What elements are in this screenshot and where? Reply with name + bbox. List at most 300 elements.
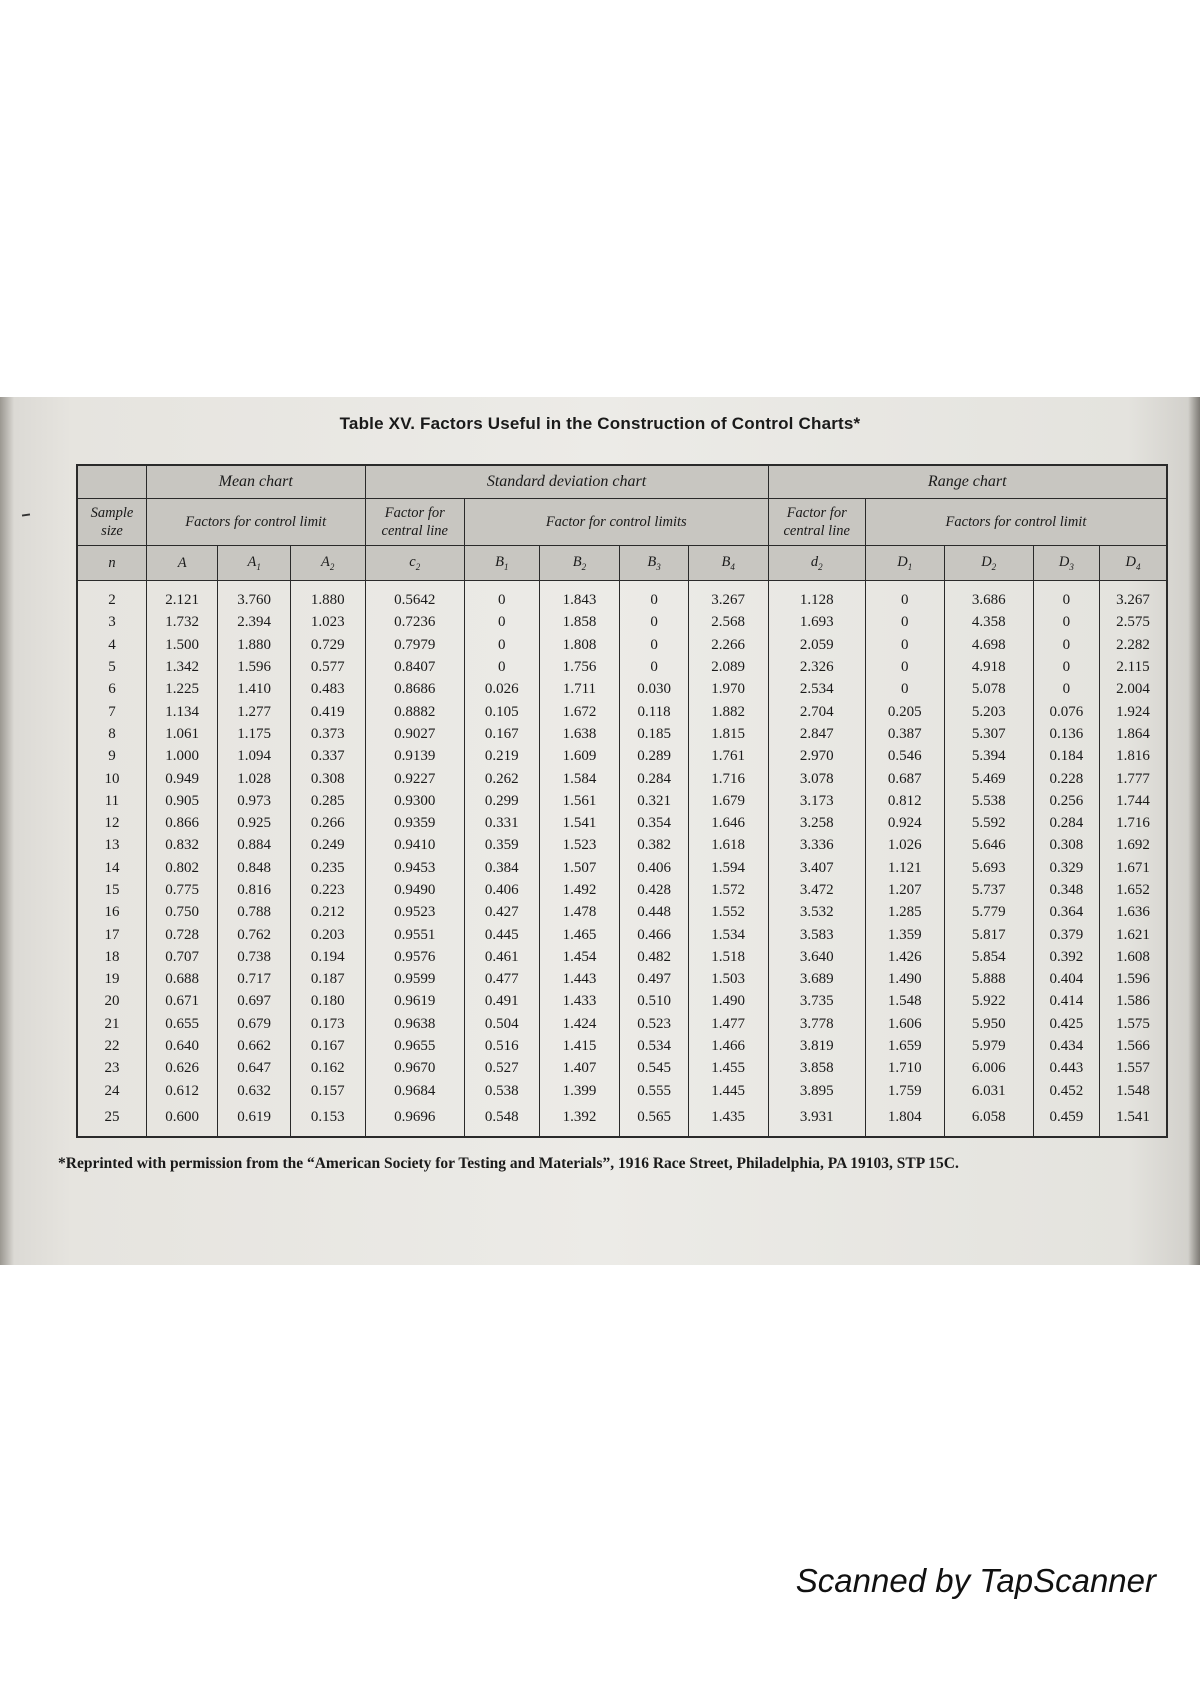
factor-cell: 2.059 bbox=[768, 634, 865, 656]
factor-cell: 0 bbox=[620, 611, 688, 633]
factor-cell: 0.688 bbox=[146, 968, 217, 990]
sd-chart-header: Standard deviation chart bbox=[365, 465, 768, 499]
factor-cell: 0 bbox=[620, 634, 688, 656]
factor-cell: 1.534 bbox=[688, 923, 768, 945]
column-symbol-d2 bbox=[768, 546, 865, 581]
factor-cell: 1.557 bbox=[1100, 1057, 1167, 1079]
factor-cell: 0.7236 bbox=[365, 611, 464, 633]
factor-cell: 1.608 bbox=[1100, 946, 1167, 968]
factor-cell: 1.455 bbox=[688, 1057, 768, 1079]
table-row bbox=[77, 700, 1167, 722]
sample-size-cell: 23 bbox=[77, 1057, 146, 1079]
sample-size-cell: 20 bbox=[77, 990, 146, 1012]
table-row bbox=[77, 1102, 1167, 1137]
factor-cell: 0.9453 bbox=[365, 857, 464, 879]
factor-cell: 1.652 bbox=[1100, 879, 1167, 901]
factor-cell: 5.779 bbox=[944, 901, 1033, 923]
footnote: *Reprinted with permission from the “American Society for Testing and Materials”, 1916 Race Street, Philadelphia, PA 19103, STP 15C. bbox=[58, 1155, 959, 1172]
factor-cell: 1.584 bbox=[539, 767, 620, 789]
factor-cell: 0 bbox=[1033, 634, 1099, 656]
factor-cell: 0.728 bbox=[146, 923, 217, 945]
factor-cell: 0.321 bbox=[620, 790, 688, 812]
factor-cell: 3.858 bbox=[768, 1057, 865, 1079]
factor-cell: 3.407 bbox=[768, 857, 865, 879]
factor-cell: 3.472 bbox=[768, 879, 865, 901]
factor-cell: 1.277 bbox=[218, 700, 291, 722]
table-row bbox=[77, 581, 1167, 612]
column-symbol-b2 bbox=[539, 546, 620, 581]
factor-cell: 0.406 bbox=[464, 879, 539, 901]
factor-cell: 1.445 bbox=[688, 1080, 768, 1102]
symbol-base: B bbox=[647, 554, 657, 571]
factor-cell: 0.249 bbox=[290, 834, 365, 856]
sample-size-cell: 2 bbox=[77, 581, 146, 612]
symbol-base: A bbox=[177, 554, 187, 571]
factor-cell: 1.924 bbox=[1100, 700, 1167, 722]
factor-cell: 1.465 bbox=[539, 923, 620, 945]
factor-cell: 3.931 bbox=[768, 1102, 865, 1137]
column-symbol-d3 bbox=[1033, 546, 1099, 581]
symbol-subscript: 1 bbox=[907, 561, 913, 572]
factor-cell: 1.500 bbox=[146, 634, 217, 656]
factor-cell: 5.817 bbox=[944, 923, 1033, 945]
factor-cell: 1.594 bbox=[688, 857, 768, 879]
factor-cell: 0.9638 bbox=[365, 1013, 464, 1035]
factor-cell: 1.028 bbox=[218, 767, 291, 789]
factor-cell: 1.503 bbox=[688, 968, 768, 990]
factor-cell: 0.697 bbox=[218, 990, 291, 1012]
factor-cell: 1.415 bbox=[539, 1035, 620, 1057]
factor-cell: 0.205 bbox=[865, 700, 944, 722]
factor-cell: 0.354 bbox=[620, 812, 688, 834]
factor-cell: 0.477 bbox=[464, 968, 539, 990]
factor-cell: 6.006 bbox=[944, 1057, 1033, 1079]
factor-cell: 0.167 bbox=[464, 723, 539, 745]
sample-size-cell: 17 bbox=[77, 923, 146, 945]
factor-cell: 3.336 bbox=[768, 834, 865, 856]
table-row bbox=[77, 923, 1167, 945]
factor-cell: 0 bbox=[464, 656, 539, 678]
factor-cell: 1.759 bbox=[865, 1080, 944, 1102]
factor-cell: 0.184 bbox=[1033, 745, 1099, 767]
table-row bbox=[77, 834, 1167, 856]
sample-size-cell: 13 bbox=[77, 834, 146, 856]
factor-cell: 0.504 bbox=[464, 1013, 539, 1035]
factor-cell: 0.788 bbox=[218, 901, 291, 923]
factor-cell: 0.167 bbox=[290, 1035, 365, 1057]
factor-cell: 3.532 bbox=[768, 901, 865, 923]
factor-cell: 1.426 bbox=[865, 946, 944, 968]
factor-cell: 3.267 bbox=[688, 581, 768, 612]
factor-cell: 1.671 bbox=[1100, 857, 1167, 879]
column-symbol-a bbox=[146, 546, 217, 581]
factor-cell: 0.308 bbox=[290, 767, 365, 789]
factor-cell: 0.382 bbox=[620, 834, 688, 856]
factor-cell: 0.626 bbox=[146, 1057, 217, 1079]
factor-cell: 1.023 bbox=[290, 611, 365, 633]
factor-cell: 1.443 bbox=[539, 968, 620, 990]
sample-size-cell: 19 bbox=[77, 968, 146, 990]
factor-cell: 1.478 bbox=[539, 901, 620, 923]
factor-cell: 0.308 bbox=[1033, 834, 1099, 856]
symbol-subscript: 1 bbox=[256, 561, 261, 572]
group-header-row bbox=[77, 465, 1167, 499]
symbol-base: n bbox=[108, 554, 116, 571]
column-symbol-d4 bbox=[1100, 546, 1167, 581]
factor-cell: 0 bbox=[464, 611, 539, 633]
factor-cell: 1.175 bbox=[218, 723, 291, 745]
factor-cell: 0.153 bbox=[290, 1102, 365, 1137]
factor-cell: 2.534 bbox=[768, 678, 865, 700]
factor-cell: 1.523 bbox=[539, 834, 620, 856]
factor-cell: 1.606 bbox=[865, 1013, 944, 1035]
factor-cell: 0.9599 bbox=[365, 968, 464, 990]
factor-cell: 2.568 bbox=[688, 611, 768, 633]
factor-cell: 0.8686 bbox=[365, 678, 464, 700]
factor-cell: 0.157 bbox=[290, 1080, 365, 1102]
factor-cell: 0.866 bbox=[146, 812, 217, 834]
factor-cell: 2.575 bbox=[1100, 611, 1167, 633]
factor-cell: 0 bbox=[464, 581, 539, 612]
factor-cell: 0.136 bbox=[1033, 723, 1099, 745]
symbol-subscript: 2 bbox=[415, 561, 421, 572]
factor-cell: 2.326 bbox=[768, 656, 865, 678]
factor-cell: 1.710 bbox=[865, 1057, 944, 1079]
factor-cell: 0.545 bbox=[620, 1057, 688, 1079]
factor-cell: 3.760 bbox=[218, 581, 291, 612]
factor-cell: 0.9670 bbox=[365, 1057, 464, 1079]
table-row bbox=[77, 946, 1167, 968]
factor-cell: 1.518 bbox=[688, 946, 768, 968]
scanner-watermark: Scanned by TapScanner bbox=[795, 1562, 1156, 1599]
factor-cell: 0.9227 bbox=[365, 767, 464, 789]
factor-cell: 1.646 bbox=[688, 812, 768, 834]
factor-cell: 2.847 bbox=[768, 723, 865, 745]
sample-size-cell: 18 bbox=[77, 946, 146, 968]
factor-cell: 1.572 bbox=[688, 879, 768, 901]
factor-cell: 1.466 bbox=[688, 1035, 768, 1057]
sample-size-cell: 7 bbox=[77, 700, 146, 722]
factor-cell: 0.973 bbox=[218, 790, 291, 812]
factor-cell: 1.410 bbox=[218, 678, 291, 700]
symbol-subscript: 4 bbox=[730, 561, 735, 572]
factor-cell: 0 bbox=[1033, 678, 1099, 700]
column-symbol-d1 bbox=[865, 546, 944, 581]
factor-cell: 2.089 bbox=[688, 656, 768, 678]
scan-shadow-left bbox=[0, 397, 14, 1265]
factor-cell: 3.895 bbox=[768, 1080, 865, 1102]
sample-size-cell: 9 bbox=[77, 745, 146, 767]
margin-mark bbox=[22, 513, 30, 516]
factor-cell: 3.267 bbox=[1100, 581, 1167, 612]
factor-cell: 0.235 bbox=[290, 857, 365, 879]
factor-cell: 1.609 bbox=[539, 745, 620, 767]
factor-cell: 1.000 bbox=[146, 745, 217, 767]
factor-cell: 3.819 bbox=[768, 1035, 865, 1057]
table-row bbox=[77, 656, 1167, 678]
factor-cell: 0.565 bbox=[620, 1102, 688, 1137]
symbol-base: D bbox=[1125, 554, 1136, 571]
table-row bbox=[77, 790, 1167, 812]
factor-cell: 1.816 bbox=[1100, 745, 1167, 767]
factor-cell: 1.121 bbox=[865, 857, 944, 879]
symbol-base: D bbox=[897, 554, 908, 571]
factor-cell: 1.808 bbox=[539, 634, 620, 656]
scan-shadow-right bbox=[1188, 397, 1200, 1265]
factor-cell: 1.880 bbox=[218, 634, 291, 656]
factor-cell: 0.816 bbox=[218, 879, 291, 901]
factor-cell: 0.348 bbox=[1033, 879, 1099, 901]
factor-cell: 0.105 bbox=[464, 700, 539, 722]
factor-cell: 0.647 bbox=[218, 1057, 291, 1079]
factor-cell: 0.619 bbox=[218, 1102, 291, 1137]
factor-cell: 1.586 bbox=[1100, 990, 1167, 1012]
factor-cell: 0.443 bbox=[1033, 1057, 1099, 1079]
factor-cell: 0.523 bbox=[620, 1013, 688, 1035]
factor-cell: 0.8407 bbox=[365, 656, 464, 678]
factor-cell: 1.477 bbox=[688, 1013, 768, 1035]
factor-cell: 1.970 bbox=[688, 678, 768, 700]
factor-cell: 0.577 bbox=[290, 656, 365, 678]
factor-cell: 0.9139 bbox=[365, 745, 464, 767]
control-chart-factors-table bbox=[76, 464, 1168, 1138]
factor-cell: 0.7979 bbox=[365, 634, 464, 656]
factor-cell: 1.864 bbox=[1100, 723, 1167, 745]
factor-cell: 1.638 bbox=[539, 723, 620, 745]
factor-cell: 0.729 bbox=[290, 634, 365, 656]
factor-cell: 1.541 bbox=[539, 812, 620, 834]
factor-cell: 0.9576 bbox=[365, 946, 464, 968]
factor-cell: 0.9490 bbox=[365, 879, 464, 901]
factor-cell: 0.832 bbox=[146, 834, 217, 856]
factor-cell: 0.600 bbox=[146, 1102, 217, 1137]
factor-cell: 0.256 bbox=[1033, 790, 1099, 812]
factor-cell: 1.128 bbox=[768, 581, 865, 612]
factor-cell: 1.858 bbox=[539, 611, 620, 633]
factor-cell: 0.434 bbox=[1033, 1035, 1099, 1057]
factor-cell: 0.555 bbox=[620, 1080, 688, 1102]
factor-cell: 0.884 bbox=[218, 834, 291, 856]
factor-cell: 0.9359 bbox=[365, 812, 464, 834]
factor-cell: 1.561 bbox=[539, 790, 620, 812]
factor-cell: 0.452 bbox=[1033, 1080, 1099, 1102]
factor-cell: 5.078 bbox=[944, 678, 1033, 700]
factor-cell: 5.646 bbox=[944, 834, 1033, 856]
factor-cell: 0.219 bbox=[464, 745, 539, 767]
factor-cell: 0.9619 bbox=[365, 990, 464, 1012]
sample-size-cell: 16 bbox=[77, 901, 146, 923]
symbol-subscript: 3 bbox=[656, 561, 661, 572]
factor-cell: 2.121 bbox=[146, 581, 217, 612]
factor-cell: 0 bbox=[464, 634, 539, 656]
factor-cell: 0 bbox=[865, 634, 944, 656]
table-row bbox=[77, 1080, 1167, 1102]
factor-cell: 1.541 bbox=[1100, 1102, 1167, 1137]
factor-cell: 0.8882 bbox=[365, 700, 464, 722]
factor-cell: 0.662 bbox=[218, 1035, 291, 1057]
symbol-base: D bbox=[1058, 554, 1070, 571]
factor-cell: 1.359 bbox=[865, 923, 944, 945]
factor-cell: 0.299 bbox=[464, 790, 539, 812]
factor-cell: 4.918 bbox=[944, 656, 1033, 678]
factor-cell: 0.640 bbox=[146, 1035, 217, 1057]
factor-cell: 1.711 bbox=[539, 678, 620, 700]
factor-cell: 1.207 bbox=[865, 879, 944, 901]
factor-cell: 0.612 bbox=[146, 1080, 217, 1102]
table-row bbox=[77, 901, 1167, 923]
factor-cell: 5.307 bbox=[944, 723, 1033, 745]
factor-cell: 0 bbox=[620, 581, 688, 612]
factor-cell: 1.882 bbox=[688, 700, 768, 722]
factor-cell: 5.394 bbox=[944, 745, 1033, 767]
factor-cell: 3.686 bbox=[944, 581, 1033, 612]
sample-size-cell: 14 bbox=[77, 857, 146, 879]
factor-cell: 0.384 bbox=[464, 857, 539, 879]
symbol-base: A bbox=[321, 554, 330, 571]
factor-cell: 2.282 bbox=[1100, 634, 1167, 656]
factor-cell: 1.225 bbox=[146, 678, 217, 700]
factor-cell: 0.284 bbox=[620, 767, 688, 789]
range-factors-header: Factors for control limit bbox=[865, 499, 1167, 546]
column-symbol-b4 bbox=[688, 546, 768, 581]
factor-cell: 1.061 bbox=[146, 723, 217, 745]
factor-cell: 0.448 bbox=[620, 901, 688, 923]
factor-cell: 3.078 bbox=[768, 767, 865, 789]
factor-cell: 0.359 bbox=[464, 834, 539, 856]
column-symbol-b3 bbox=[620, 546, 688, 581]
symbol-header-row bbox=[77, 546, 1167, 581]
factor-cell: 0.9684 bbox=[365, 1080, 464, 1102]
factor-cell: 1.552 bbox=[688, 901, 768, 923]
factor-cell: 3.689 bbox=[768, 968, 865, 990]
symbol-subscript: 1 bbox=[503, 561, 509, 572]
factor-cell: 0.284 bbox=[1033, 812, 1099, 834]
factor-cell: 0.285 bbox=[290, 790, 365, 812]
factor-cell: 0.905 bbox=[146, 790, 217, 812]
factor-cell: 0.924 bbox=[865, 812, 944, 834]
symbol-subscript: 3 bbox=[1069, 561, 1074, 572]
factor-cell: 0.538 bbox=[464, 1080, 539, 1102]
mean-factors-header: Factors for control limit bbox=[146, 499, 365, 546]
factor-cell: 0 bbox=[865, 611, 944, 633]
factor-cell: 0.848 bbox=[218, 857, 291, 879]
factor-cell: 5.888 bbox=[944, 968, 1033, 990]
sample-size-cell: 10 bbox=[77, 767, 146, 789]
factor-cell: 1.575 bbox=[1100, 1013, 1167, 1035]
factor-cell: 1.342 bbox=[146, 656, 217, 678]
table-row bbox=[77, 812, 1167, 834]
factor-cell: 2.266 bbox=[688, 634, 768, 656]
factor-cell: 0.212 bbox=[290, 901, 365, 923]
factor-cell: 1.777 bbox=[1100, 767, 1167, 789]
factor-cell: 1.880 bbox=[290, 581, 365, 612]
factor-cell: 5.469 bbox=[944, 767, 1033, 789]
factor-cell: 1.407 bbox=[539, 1057, 620, 1079]
factor-cell: 0.9410 bbox=[365, 834, 464, 856]
factor-cell: 3.735 bbox=[768, 990, 865, 1012]
symbol-base: B bbox=[495, 554, 504, 571]
table-body bbox=[77, 581, 1167, 1137]
factor-cell: 0.762 bbox=[218, 923, 291, 945]
factor-cell: 1.026 bbox=[865, 834, 944, 856]
factor-cell: 1.490 bbox=[688, 990, 768, 1012]
factor-cell: 0.632 bbox=[218, 1080, 291, 1102]
factor-cell: 0.738 bbox=[218, 946, 291, 968]
sample-size-cell: 4 bbox=[77, 634, 146, 656]
symbol-subscript: 2 bbox=[818, 561, 823, 572]
factor-cell: 0.387 bbox=[865, 723, 944, 745]
factor-cell: 5.922 bbox=[944, 990, 1033, 1012]
factor-cell: 2.704 bbox=[768, 700, 865, 722]
factor-cell: 1.744 bbox=[1100, 790, 1167, 812]
factor-cell: 0.228 bbox=[1033, 767, 1099, 789]
symbol-base: A bbox=[247, 554, 257, 571]
factor-cell: 0.428 bbox=[620, 879, 688, 901]
factor-cell: 0.425 bbox=[1033, 1013, 1099, 1035]
table-row bbox=[77, 968, 1167, 990]
factor-cell: 1.424 bbox=[539, 1013, 620, 1035]
factor-cell: 3.640 bbox=[768, 946, 865, 968]
factor-cell: 1.692 bbox=[1100, 834, 1167, 856]
factor-cell: 1.285 bbox=[865, 901, 944, 923]
table-row bbox=[77, 1035, 1167, 1057]
factor-cell: 0.671 bbox=[146, 990, 217, 1012]
column-symbol-c2 bbox=[365, 546, 464, 581]
range-chart-header: Range chart bbox=[768, 465, 1167, 499]
factor-cell: 0.445 bbox=[464, 923, 539, 945]
factor-cell: 0.404 bbox=[1033, 968, 1099, 990]
factor-cell: 6.031 bbox=[944, 1080, 1033, 1102]
factor-cell: 1.548 bbox=[1100, 1080, 1167, 1102]
symbol-subscript: 2 bbox=[991, 561, 997, 572]
factor-cell: 2.970 bbox=[768, 745, 865, 767]
sample-size-cell: 6 bbox=[77, 678, 146, 700]
factor-cell: 1.693 bbox=[768, 611, 865, 633]
factor-cell: 0.162 bbox=[290, 1057, 365, 1079]
factor-cell: 0 bbox=[865, 678, 944, 700]
factor-cell: 4.698 bbox=[944, 634, 1033, 656]
factor-cell: 0.392 bbox=[1033, 946, 1099, 968]
factor-cell: 0 bbox=[620, 656, 688, 678]
factor-cell: 0.466 bbox=[620, 923, 688, 945]
factor-cell: 5.203 bbox=[944, 700, 1033, 722]
factor-cell: 0.527 bbox=[464, 1057, 539, 1079]
factor-cell: 1.134 bbox=[146, 700, 217, 722]
factor-cell: 0.030 bbox=[620, 678, 688, 700]
factor-cell: 0.812 bbox=[865, 790, 944, 812]
factor-cell: 0.373 bbox=[290, 723, 365, 745]
factor-cell: 1.636 bbox=[1100, 901, 1167, 923]
factor-cell: 0 bbox=[865, 581, 944, 612]
factor-cell: 0.9551 bbox=[365, 923, 464, 945]
factor-cell: 3.258 bbox=[768, 812, 865, 834]
symbol-base: c bbox=[409, 554, 416, 571]
factor-cell: 0.482 bbox=[620, 946, 688, 968]
symbol-base: d bbox=[810, 554, 819, 571]
factor-cell: 0.414 bbox=[1033, 990, 1099, 1012]
factor-cell: 5.737 bbox=[944, 879, 1033, 901]
factor-cell: 1.815 bbox=[688, 723, 768, 745]
factor-cell: 0.679 bbox=[218, 1013, 291, 1035]
factor-cell: 0.203 bbox=[290, 923, 365, 945]
factor-cell: 0.337 bbox=[290, 745, 365, 767]
factor-cell: 1.548 bbox=[865, 990, 944, 1012]
column-symbol-a2 bbox=[290, 546, 365, 581]
factor-cell: 0.223 bbox=[290, 879, 365, 901]
column-symbol-d2 bbox=[944, 546, 1033, 581]
symbol-base: D bbox=[981, 554, 992, 571]
factor-cell: 0 bbox=[1033, 581, 1099, 612]
